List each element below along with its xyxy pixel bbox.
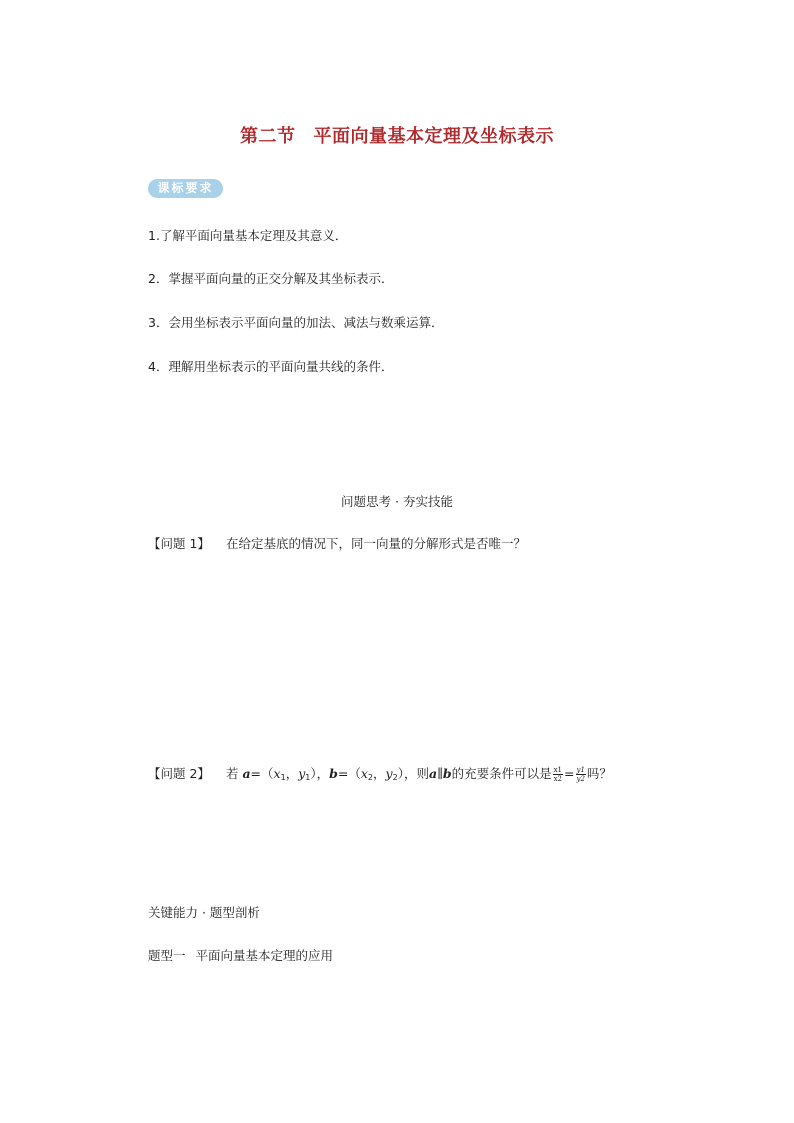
key-ability-heading: 关键能力 · 题型剖析 — [148, 905, 260, 920]
comma: ， — [285, 766, 299, 781]
question-2 — [148, 766, 612, 786]
var-y: y — [385, 766, 393, 781]
comma: ， — [373, 766, 386, 781]
var-x: x — [360, 766, 368, 781]
requirement-item: 4．理解用坐标表示的平面向量共线的条件． — [148, 359, 394, 374]
subscript: 1 — [280, 773, 286, 782]
type-one-heading — [148, 948, 333, 964]
page-title — [0, 122, 794, 148]
eq-open: =（ — [337, 766, 361, 781]
type-text: 平面向量基本定理的应用 — [195, 948, 334, 963]
var-y: y — [298, 766, 306, 781]
var-x: x — [273, 766, 281, 781]
section-heading: 问题思考 · 夯实技能 — [341, 494, 453, 509]
fraction-numerator: y1 — [576, 766, 585, 774]
eq-close-then: ），则 — [397, 766, 429, 781]
curriculum-badge: 课标要求 — [148, 179, 223, 198]
equals-sign: = — [564, 766, 575, 781]
subscript: 1 — [305, 773, 311, 782]
subscript: 2 — [367, 773, 374, 782]
parallel-symbol: ∥ — [437, 766, 443, 781]
subscript: 2 — [392, 773, 398, 782]
requirement-item: 2．掌握平面向量的正交分解及其坐标表示． — [148, 271, 394, 286]
question-1-text: 在给定基底的情况下，同一向量的分解形式是否唯一？ — [225, 536, 526, 551]
fraction-y — [576, 766, 586, 783]
fraction-x — [553, 766, 563, 783]
fraction-denominator: y2 — [576, 775, 585, 783]
section-number: 第二节 — [240, 126, 296, 147]
eq-close: ）， — [310, 766, 330, 781]
section-name: 平面向量基本定理及坐标表示 — [313, 126, 554, 147]
question-1-tag: 【问题 1】 — [148, 536, 210, 551]
condition-text: 的充要条件可以是 — [451, 766, 552, 781]
fraction-numerator: x1 — [553, 766, 563, 774]
requirement-item: 3．会用坐标表示平面向量的加法、减法与数乘运算． — [148, 315, 444, 330]
requirement-item: 1.了解平面向量基本定理及其意义． — [148, 228, 348, 243]
type-label: 题型一 — [148, 948, 186, 963]
question-2-tag: 【问题 2】 — [148, 766, 210, 781]
question-1 — [148, 536, 526, 552]
vector-b: b — [329, 766, 338, 781]
question-tail: 吗？ — [586, 766, 612, 781]
question-2-ruo: 若 — [225, 766, 239, 781]
vector-a: a — [242, 766, 251, 781]
fraction-denominator: x2 — [553, 775, 563, 783]
vector-b: b — [442, 766, 452, 781]
vector-a: a — [428, 766, 438, 781]
eq-open: =（ — [250, 766, 274, 781]
